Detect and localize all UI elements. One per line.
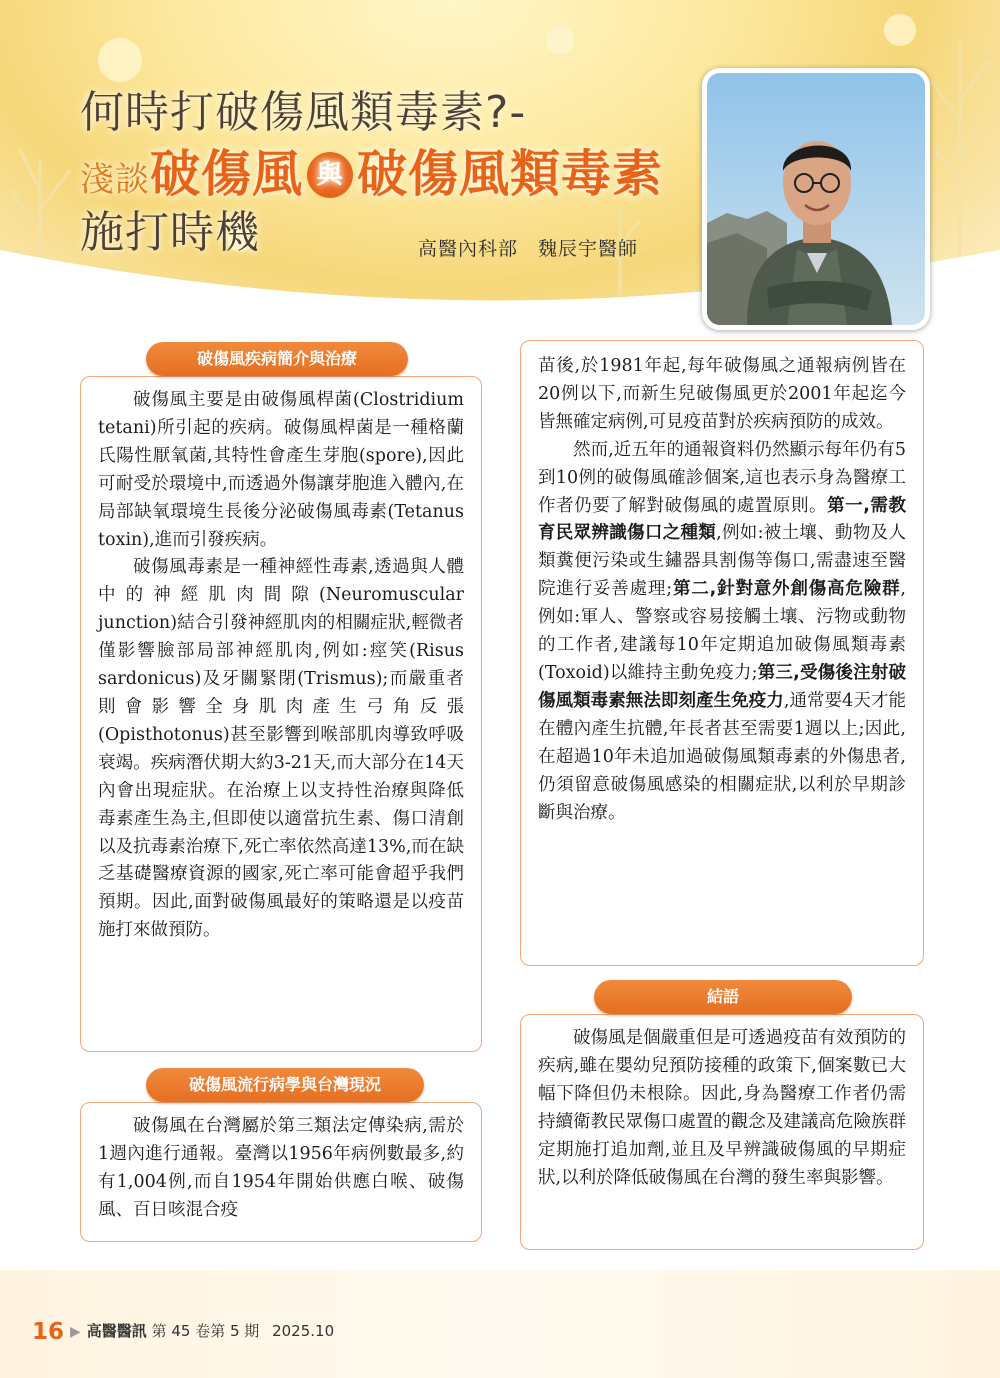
issue-date: 2025.10 <box>272 1322 335 1340</box>
title-line-1: 何時打破傷風類毒素?- <box>80 87 527 138</box>
p2-point-2-detail: ,例如:軍人、警察或容易接觸土壤、污物或動物的工作者,建議每10年定期追加破傷風類毒素(Toxoid)以維持主動免疫力; <box>538 579 906 683</box>
conclusion-heading: 結語 <box>594 980 852 1014</box>
title-term-tetanus: 破傷風 <box>150 145 303 203</box>
portrait-image <box>707 73 925 325</box>
p2-point-3-detail: ,通常要4天才能在體內產生抗體,年長者甚至需要1週以上;因此,在超過10年未追加過破傷風類毒素的外傷患者,仍須留意破傷風感染的相關症狀,以利於早期診斷與治療。 <box>538 690 907 823</box>
title-term-toxoid: 破傷風類毒素 <box>357 145 663 203</box>
page-footer <box>32 1319 334 1345</box>
p2-point-3: 第三,受傷後注射破傷風類毒素無法即刻產生免疫力 <box>538 662 906 711</box>
epidemiology-body-start <box>98 1113 464 1225</box>
page-number: 16 <box>32 1319 65 1345</box>
title-line-3: 施打時機 <box>80 207 260 258</box>
intro-paragraph-2: 破傷風毒素是一種神經性毒素,透過與人體中的神經肌肉間隙(Neuromuscular junction)結合引發神經肌肉的相關症狀,輕微者僅影響臉部局部神經肌肉,例如:痙笑(Risus sardonicus)及牙關緊閉(Trismus);而嚴重者則會影響全身肌肉產生弓角反張(Opisthotonus)甚至影響到喉部肌肉導致呼吸衰竭。疾病潛伏期大約3-21天,而大部分在14天內會出現症狀。在治療上以支持性治療與降低毒素產生為主,但即使以適當抗生素、傷口清創以及抗毒素治療下,死亡率依然高達13%,而在缺乏基礎醫療資源的國家,死亡率可能會超乎我們預期。因此,面對破傷風最好的策略還是以疫苗施打來做預防。 <box>98 557 464 941</box>
epidemiology-paragraph-1-cont: 苗後,於1981年起,每年破傷風之通報病例皆在20例以下,而新生兒破傷風更於2001年起迄今皆無確定病例,可見疫苗對於疾病預防的成效。 <box>538 356 906 432</box>
title-connector-badge: 與 <box>307 152 353 198</box>
intro-heading: 破傷風疾病簡介與治療 <box>146 342 408 376</box>
epidemiology-paragraph-2 <box>538 437 906 828</box>
author-photo <box>702 68 930 330</box>
conclusion-paragraph: 破傷風是個嚴重但是可透過疫苗有效預防的疾病,雖在嬰幼兒預防接種的政策下,個案數已大幅下降但仍未根除。因此,身為醫療工作者仍需持續衛教民眾傷口處置的觀念及建議高危險族群定期施打追加劑,並且及早辨識破傷風的早期症狀,以利於降低破傷風在台灣的發生率與影響。 <box>538 1028 906 1188</box>
epidemiology-paragraph-1: 破傷風在台灣屬於第三類法定傳染病,需於1週內進行通報。臺灣以1956年病例數最多,約有1,004例,而自1954年開始供應白喉、破傷風、百日咳混合疫 <box>98 1116 464 1220</box>
intro-paragraph-1: 破傷風主要是由破傷風桿菌(Clostridium tetani)所引起的疾病。破傷風桿菌是一種格蘭氏陽性厭氧菌,其特性會產生芽胞(spore),因此可耐受於環境中,而透過外傷讓芽胞進入體內,在局部缺氧環境生長後分泌破傷風毒素(Tetanus toxin),進而引發疾病。 <box>98 390 464 550</box>
magazine-name: 高醫醫訊 <box>86 1322 147 1340</box>
epidemiology-body-cont <box>538 353 906 827</box>
p2-point-1-detail: ,例如:被土壤、動物及人類糞便污染或生鏽器具割傷等傷口,需盡速至醫院進行妥善處理; <box>538 523 906 600</box>
p2-point-1: 第一,需教育民眾辨識傷口之種類 <box>538 495 906 544</box>
issue-info: 第 45 卷第 5 期 <box>151 1322 260 1340</box>
play-arrow-icon: ▶ <box>70 1324 81 1340</box>
p2-intro: 然而,近五年的通報資料仍然顯示每年仍有5到10例的破傷風確診個案,這也表示身為醫療工作者仍要了解對破傷風的處置原則。 <box>538 439 906 516</box>
intro-body <box>98 387 464 945</box>
conclusion-body <box>538 1025 906 1192</box>
author-byline: 高醫內科部 魏辰宇醫師 <box>418 238 639 260</box>
p2-point-2: 第二,針對意外創傷高危險群 <box>672 579 901 600</box>
epidemiology-heading: 破傷風流行病學與台灣現況 <box>146 1068 424 1102</box>
title-prefix: 淺談 <box>80 160 150 200</box>
